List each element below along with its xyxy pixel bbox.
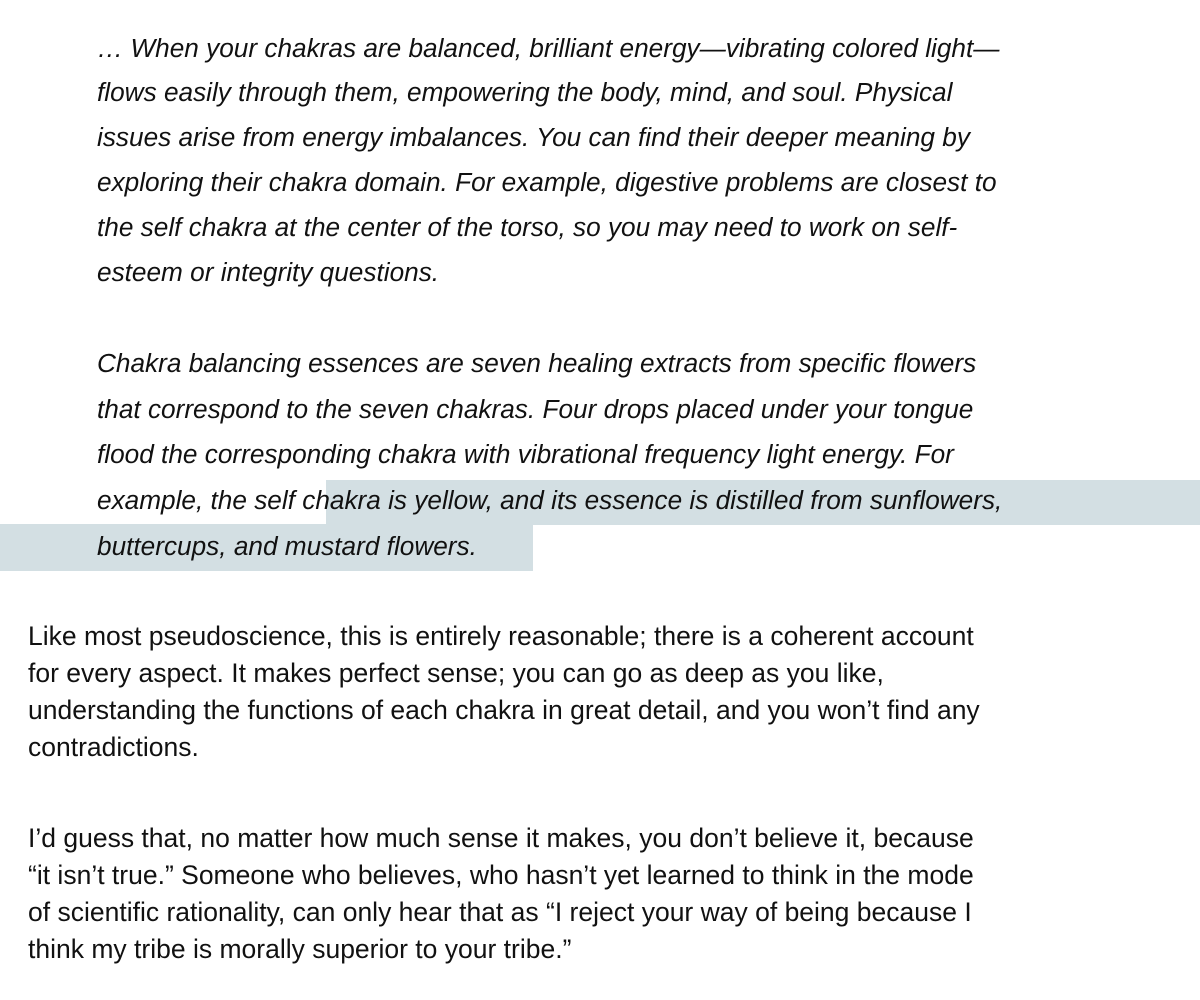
body-line[interactable]: contradictions. (28, 732, 199, 762)
quote-line[interactable]: the self chakra at the center of the torso, so you may need to work on self- (97, 212, 958, 242)
body-line[interactable]: “it isn’t true.” Someone who believes, who hasn’t yet learned to think in the mode (28, 860, 974, 890)
body-line[interactable]: Like most pseudoscience, this is entirely reasonable; there is a coherent account (28, 621, 974, 651)
quote-line[interactable]: Chakra balancing essences are seven healing extracts from specific flowers (97, 348, 977, 378)
quote-line[interactable]: flows easily through them, empowering the body, mind, and soul. Physical (97, 77, 953, 107)
quote-line[interactable]: flood the corresponding chakra with vibrational frequency light energy. For (97, 439, 954, 469)
quote-line[interactable]: buttercups, and mustard flowers. (97, 531, 477, 561)
quote-line[interactable]: exploring their chakra domain. For example, digestive problems are closest to (97, 167, 997, 197)
body-line[interactable]: for every aspect. It makes perfect sense; you can go as deep as you like, (28, 658, 884, 688)
quote-line[interactable]: example, the self chakra is yellow, and its essence is distilled from sunflowers, (97, 485, 1003, 515)
body-line[interactable]: think my tribe is morally superior to your tribe.” (28, 934, 572, 964)
quote-line[interactable]: … When your chakras are balanced, brilliant energy—vibrating colored light— (97, 33, 1000, 63)
body-line[interactable]: of scientific rationality, can only hear that as “I reject your way of being because I (28, 897, 972, 927)
body-line[interactable]: I’d guess that, no matter how much sense it makes, you don’t believe it, because (28, 823, 974, 853)
quote-line[interactable]: issues arise from energy imbalances. You can find their deeper meaning by (97, 122, 970, 152)
quote-line[interactable]: that correspond to the seven chakras. Four drops placed under your tongue (97, 394, 974, 424)
quote-line[interactable]: esteem or integrity questions. (97, 257, 440, 287)
body-line[interactable]: understanding the functions of each chakra in great detail, and you won’t find any (28, 695, 980, 725)
